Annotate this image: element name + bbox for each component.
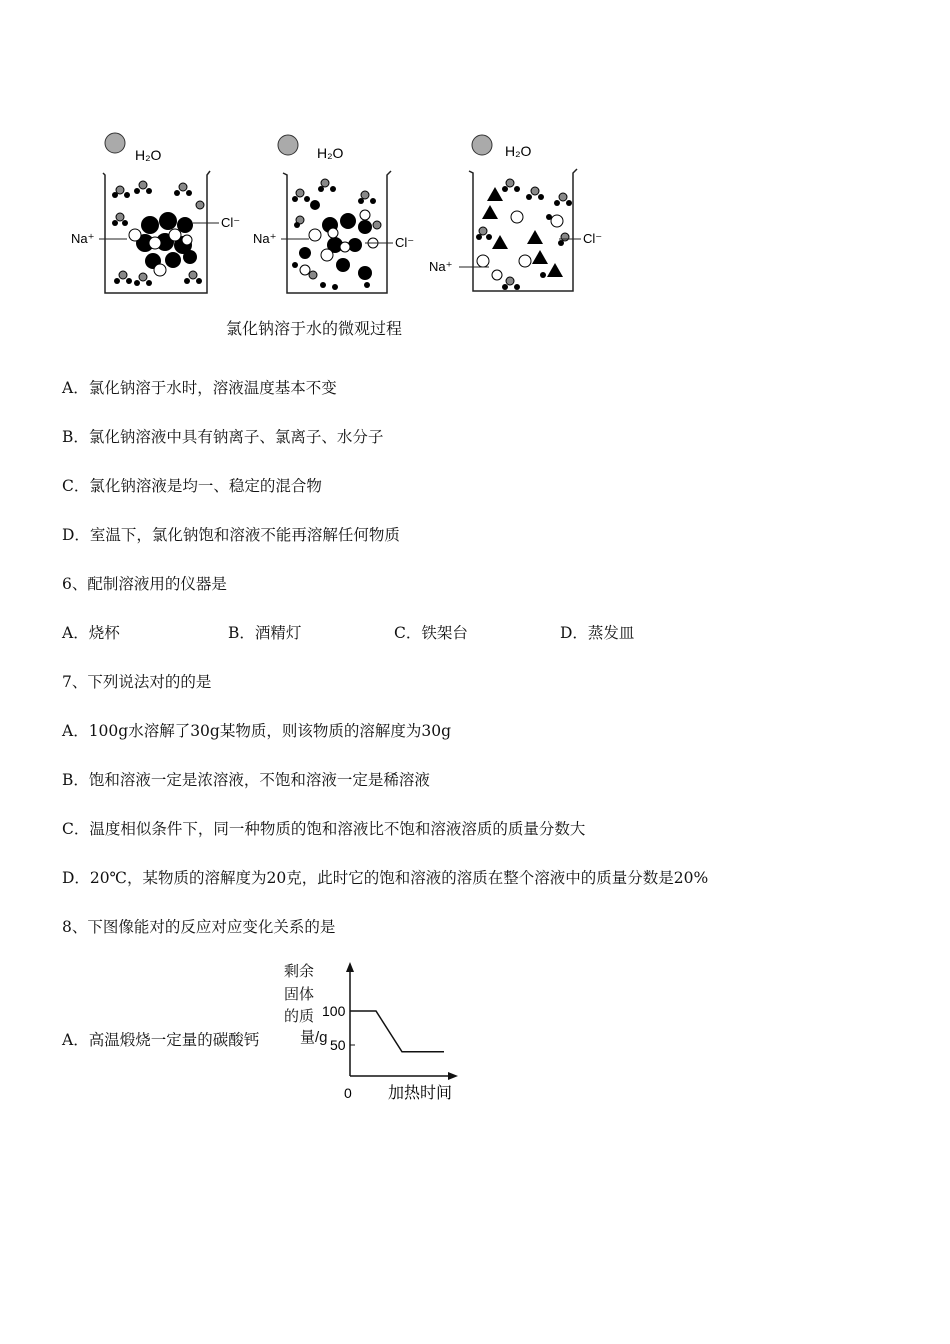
cl-label-1: Cl⁻ xyxy=(221,215,241,230)
ylabel-line-2: 固体 xyxy=(284,986,315,1003)
figure-caption: 氯化钠溶于水的微观过程 xyxy=(226,319,403,338)
q8-option-a: A．高温煅烧一定量的碳酸钙 xyxy=(62,1031,260,1049)
h2o-label-3: H₂O xyxy=(505,143,532,159)
y-tick-50: 50 xyxy=(330,1037,346,1053)
h2o-label-1: H₂O xyxy=(135,147,162,163)
ylabel-line-1: 剩余 xyxy=(284,963,315,980)
ylabel-line-4: 量/g xyxy=(300,1029,328,1046)
q6-option-b: B．酒精灯 xyxy=(228,624,302,642)
q5-option-d: D．室温下，氯化钠饱和溶液不能再溶解任何物质 xyxy=(62,526,400,544)
q7-option-b: B．饱和溶液一定是浓溶液，不饱和溶液一定是稀溶液 xyxy=(62,771,430,789)
q6-option-a: A．烧杯 xyxy=(62,624,120,642)
na-label-1: Na⁺ xyxy=(71,231,95,246)
q5-option-c: C．氯化钠溶液是均一、稳定的混合物 xyxy=(62,477,322,495)
q6-option-d: D．蒸发皿 xyxy=(560,624,635,642)
q7-stem: 7、下列说法对的的是 xyxy=(62,673,212,691)
ylabel-line-3: 的质 xyxy=(284,1008,315,1025)
xlabel: 加热时间 xyxy=(388,1085,453,1102)
beaker-2 xyxy=(253,135,414,293)
beaker-1 xyxy=(71,133,240,293)
q5-option-b: B．氯化钠溶液中具有钠离子、氯离子、水分子 xyxy=(62,428,384,446)
cl-label-3: Cl⁻ xyxy=(583,231,603,246)
q7-option-d: D．20℃，某物质的溶解度为20克，此时它的饱和溶液的溶质在整个溶液中的质量分数是20% xyxy=(62,869,709,887)
q8-stem: 8、下图像能对的反应对应变化关系的是 xyxy=(62,918,336,936)
q6-stem: 6、配制溶液用的仪器是 xyxy=(62,575,227,593)
h2o-label-2: H₂O xyxy=(317,145,344,161)
y-tick-100: 100 xyxy=(322,1003,346,1019)
dissolution-figure xyxy=(65,125,625,305)
origin-label: 0 xyxy=(344,1085,352,1101)
beaker-3 xyxy=(429,135,602,291)
mass-time-graph xyxy=(278,958,468,1108)
na-label-3: Na⁺ xyxy=(429,259,453,274)
na-label-2: Na⁺ xyxy=(253,231,277,246)
data-line xyxy=(350,1011,444,1052)
q6-option-c: C．铁架台 xyxy=(394,624,468,642)
q7-option-c: C．温度相似条件下，同一种物质的饱和溶液比不饱和溶液溶质的质量分数大 xyxy=(62,820,586,838)
q7-option-a: A．100g水溶解了30g某物质，则该物质的溶解度为30g xyxy=(62,722,451,740)
q5-option-a: A．氯化钠溶于水时，溶液温度基本不变 xyxy=(62,379,337,397)
cl-label-2: Cl⁻ xyxy=(395,235,415,250)
